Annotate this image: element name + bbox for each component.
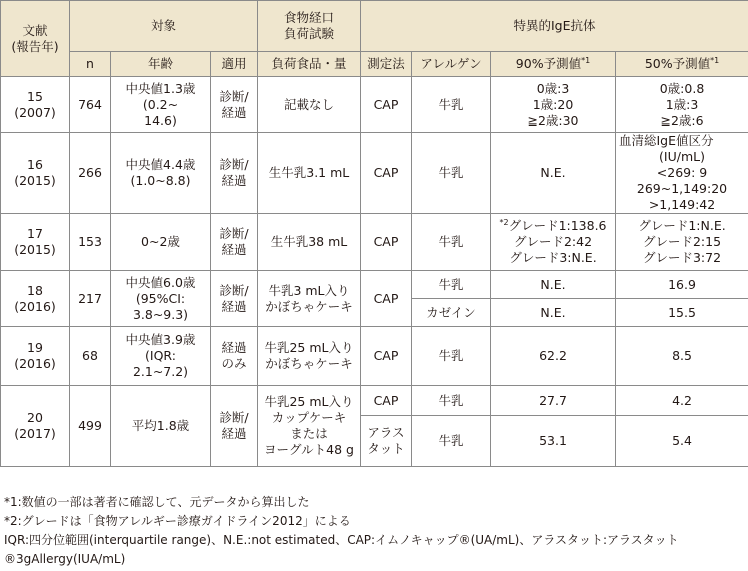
n-cell: 153: [70, 214, 111, 271]
age-cell: 平均1.8歳: [111, 386, 211, 467]
allergen-cell: 牛乳: [412, 77, 491, 133]
header-age: 年齢: [111, 52, 211, 77]
header-p90: 90%予測値$^{*1}$: [491, 52, 616, 77]
table-row: [1, 327, 748, 386]
p90-cell: 53.1: [491, 416, 616, 467]
p90-cell: $^{*2}$グレード1:138.6 グレード2:42 グレード3:N.E.: [491, 214, 616, 271]
n-cell: 217: [70, 271, 111, 327]
ref-cell: 15 (2007): [1, 77, 70, 133]
header-apply: 適用: [211, 52, 258, 77]
food-cell: 生牛乳3.1 mL: [258, 133, 361, 214]
header-food-test: 食物経口 負荷試験: [258, 1, 361, 52]
table-row: [1, 386, 748, 416]
header-row-1: [1, 1, 748, 52]
table-row: [1, 214, 748, 271]
method-cell: CAP: [361, 214, 412, 271]
footnote-abbrev-cont: ®3gAllergy(IUA/mL): [4, 552, 126, 566]
header-n: n: [70, 52, 111, 77]
allergen-cell: 牛乳: [412, 133, 491, 214]
apply-cell: 診断/ 経過: [211, 271, 258, 327]
p50-cell: 16.9: [616, 271, 748, 299]
food-cell: 記載なし: [258, 77, 361, 133]
footnote-2: *2:グレードは「食物アレルギー診療ガイドライン2012」による: [4, 514, 351, 528]
p90-cell: N.E.: [491, 271, 616, 299]
food-cell: 牛乳3 mL入り かぼちゃケーキ: [258, 271, 361, 327]
method-cell: CAP: [361, 271, 412, 327]
age-cell: 中央値3.9歳 (IQR: 2.1~7.2): [111, 327, 211, 386]
p90-cell: N.E.: [491, 299, 616, 327]
footnote-1: *1:数値の一部は著者に確認して、元データから算出した: [4, 495, 310, 509]
age-cell: 中央値4.4歳 (1.0~8.8): [111, 133, 211, 214]
p50-cell: 8.5: [616, 327, 748, 386]
allergen-cell: 牛乳: [412, 271, 491, 299]
header-taisho: 対象: [70, 1, 258, 52]
allergen-cell: 牛乳: [412, 386, 491, 416]
ref-cell: 16 (2015): [1, 133, 70, 214]
method-cell: CAP: [361, 327, 412, 386]
n-cell: 499: [70, 386, 111, 467]
method-cell: CAP: [361, 133, 412, 214]
age-cell: 0~2歳: [111, 214, 211, 271]
p50-cell: 5.4: [616, 416, 748, 467]
footnote-abbrev: IQR:四分位範囲(interquartile range)、N.E.:not estimated、CAP:イムノキャップ®(UA/mL)、アラスタット:アラスタット: [4, 533, 679, 547]
p90-cell: 27.7: [491, 386, 616, 416]
allergen-cell: 牛乳: [412, 214, 491, 271]
apply-cell: 診断/ 経過: [211, 386, 258, 467]
table-row: [1, 271, 748, 299]
apply-cell: 診断/ 経過: [211, 77, 258, 133]
allergen-cell: カゼイン: [412, 299, 491, 327]
p50-cell: 血清総IgE値区分 (IU/mL) <269: 9 269~1,149:20 >1,149:42: [616, 133, 748, 214]
food-cell: 牛乳25 mL入り カップケーキ または ヨーグルト48 g: [258, 386, 361, 467]
p50-cell: 15.5: [616, 299, 748, 327]
n-cell: 764: [70, 77, 111, 133]
food-cell: 牛乳25 mL入り かぼちゃケーキ: [258, 327, 361, 386]
header-method: 測定法: [361, 52, 412, 77]
p50-cell: 4.2: [616, 386, 748, 416]
n-cell: 266: [70, 133, 111, 214]
p90-cell: 0歳:3 1歳:20 ≧2歳:30: [491, 77, 616, 133]
age-cell: 中央値1.3歳 (0.2~ 14.6): [111, 77, 211, 133]
apply-cell: 診断/ 経過: [211, 214, 258, 271]
header-row-2: [1, 52, 748, 77]
p50-cell: 0歳:0.8 1歳:3 ≧2歳:6: [616, 77, 748, 133]
age-cell: 中央値6.0歳 (95%CI: 3.8~9.3): [111, 271, 211, 327]
table-row: [1, 77, 748, 133]
p50-cell: グレード1:N.E. グレード2:15 グレード3:72: [616, 214, 748, 271]
footnotes: [4, 493, 744, 569]
allergen-cell: 牛乳: [412, 416, 491, 467]
ref-cell: 20 (2017): [1, 386, 70, 467]
header-ige: 特異的IgE抗体: [361, 1, 748, 52]
ref-cell: 18 (2016): [1, 271, 70, 327]
table-row: [1, 133, 748, 214]
n-cell: 68: [70, 327, 111, 386]
ref-cell: 19 (2016): [1, 327, 70, 386]
apply-cell: 経過 のみ: [211, 327, 258, 386]
method-cell: CAP: [361, 77, 412, 133]
p90-cell: 62.2: [491, 327, 616, 386]
apply-cell: 診断/ 経過: [211, 133, 258, 214]
food-cell: 生牛乳38 mL: [258, 214, 361, 271]
method-cell: アラス タット: [361, 416, 412, 467]
ref-cell: 17 (2015): [1, 214, 70, 271]
header-load-food: 負荷食品・量: [258, 52, 361, 77]
allergen-cell: 牛乳: [412, 327, 491, 386]
header-p50: 50%予測値$^{*1}$: [616, 52, 748, 77]
method-cell: CAP: [361, 386, 412, 416]
p90-cell: N.E.: [491, 133, 616, 214]
header-allergen: アレルゲン: [412, 52, 491, 77]
note-mark-2: *2: [499, 217, 509, 227]
header-bunken: 文献 (報告年): [1, 1, 70, 77]
